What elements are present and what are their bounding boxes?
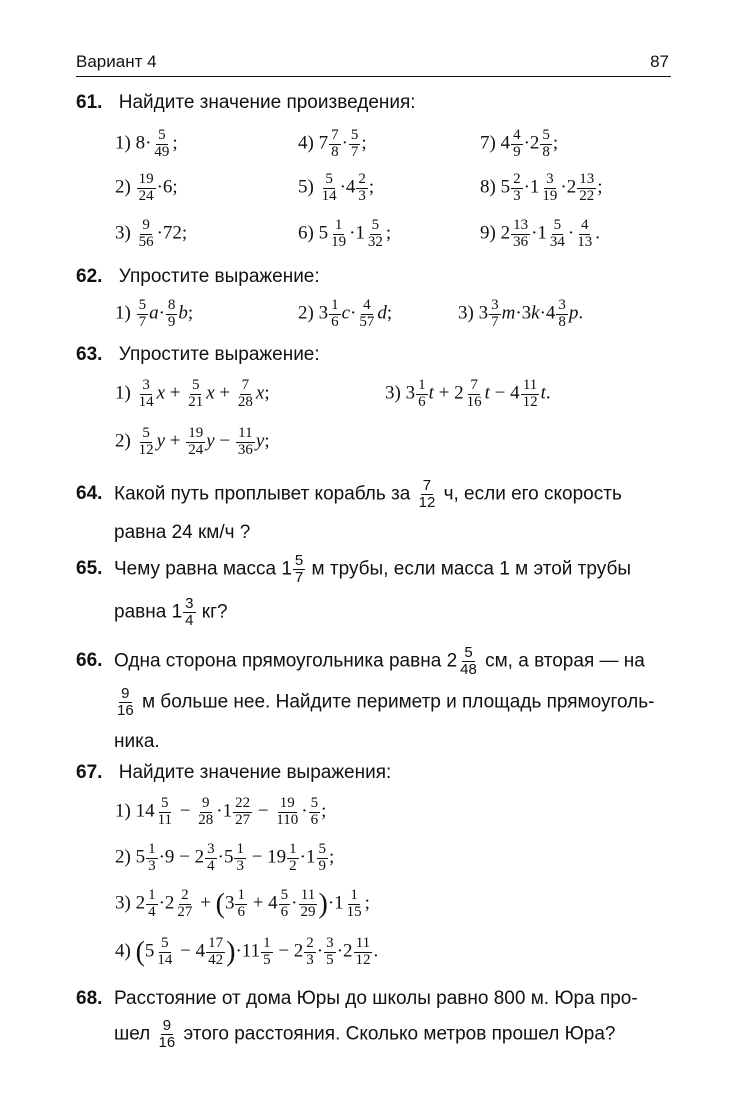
problem-65-line-2 bbox=[114, 596, 228, 629]
p61-item-5: 5) $\frac{5}{14}$ ·4 $\frac{2}{3}$ ; bbox=[298, 171, 375, 204]
fraction: $\frac{5}{48}$ bbox=[460, 644, 477, 678]
fraction: $\frac{7}{12}$ bbox=[418, 477, 436, 511]
mixed-whole: 1 bbox=[171, 601, 183, 623]
problem-68-line-1 bbox=[76, 988, 638, 1010]
p61-item-3: 3) $\frac{9}{56}$ ·72; bbox=[115, 217, 188, 250]
problem-text: см, а вторая — на bbox=[485, 650, 645, 672]
p61-item-4: 4) 7 $\frac{7}{8}$ · $\frac{5}{7}$ ; bbox=[298, 127, 367, 160]
p61-item-9: 9) 2 $\frac{13}{36}$ ·1 $\frac{5}{34}$ · $\frac{4}{13}$ . bbox=[480, 217, 600, 250]
p63-item-1: 1) $\frac{3}{14}$ x + $\frac{5}{21}$ x + $\frac{7}{28}$ x; bbox=[115, 377, 270, 410]
problem-prompt: Упростите выражение: bbox=[118, 266, 320, 287]
problem-text: м трубы, если масса 1 м этой трубы bbox=[311, 558, 631, 580]
p61-item-7: 7) 4 $\frac{4}{9}$ ·2 $\frac{5}{8}$ ; bbox=[480, 127, 559, 160]
p61-item-8: 8) 5 $\frac{2}{3}$ ·1 $\frac{3}{19}$ ·2 $\frac{13}{22}$ ; bbox=[480, 171, 603, 204]
problem-prompt: Найдите значение выражения: bbox=[118, 762, 392, 783]
problem-text: равна bbox=[114, 601, 167, 623]
p61-item-2: 2) $\frac{19}{24}$ ·6; bbox=[115, 171, 178, 204]
fraction: $\frac{3}{4}$ bbox=[185, 595, 194, 629]
problem-number: 68. bbox=[76, 988, 103, 1009]
problem-number: 67. bbox=[76, 762, 103, 783]
fraction: $\frac{9}{16}$ bbox=[158, 1017, 176, 1051]
fraction: $\frac{9}{16}$ bbox=[117, 685, 134, 719]
problem-63-heading bbox=[76, 344, 320, 366]
problem-66-line-3: ника. bbox=[114, 731, 160, 752]
problem-64-line-2: равна 24 км/ч ? bbox=[114, 522, 251, 543]
problem-text: м больше нее. Найдите периметр и площадь прямоуголь- bbox=[141, 691, 655, 713]
p61-item-6: 6) 5 $\frac{1}{19}$ ·1 $\frac{5}{32}$ ; bbox=[298, 217, 392, 250]
p67-item-4: 4) (5 $\frac{5}{14}$ − 4 $\frac{17}{42}$ )·11 $\frac{1}{5}$ − 2 $\frac{2}{3}$ · $\frac{3}{5}$ ·2 $\frac{11}{12}$ . bbox=[115, 935, 379, 968]
p62-item-2: 2) 3 $\frac{1}{6}$ c· $\frac{4}{57}$ d; bbox=[298, 297, 393, 330]
fraction: $\frac{5}{7}$ bbox=[294, 552, 304, 586]
mixed-whole: 1 bbox=[281, 558, 292, 580]
problem-66-line-1 bbox=[76, 645, 645, 678]
problem-text: шел bbox=[114, 1023, 151, 1045]
problem-number: 62. bbox=[76, 266, 103, 287]
problem-number: 64. bbox=[76, 483, 103, 505]
problem-prompt: Найдите значение произведения: bbox=[118, 92, 416, 113]
problem-text: Какой путь проплывет корабль за bbox=[114, 483, 411, 505]
problem-number: 65. bbox=[76, 558, 103, 580]
page-header bbox=[76, 52, 671, 77]
p62-item-3: 3) 3 $\frac{3}{7}$ m·3k·4 $\frac{3}{8}$ p. bbox=[458, 297, 584, 330]
p63-item-2: 2) $\frac{5}{12}$ y + $\frac{19}{24}$ y − $\frac{11}{36}$ y; bbox=[115, 425, 270, 458]
p61-item-1: 1) 8· $\frac{5}{49}$ ; bbox=[115, 127, 178, 160]
problem-66-line-2 bbox=[114, 686, 654, 719]
problem-prompt: Упростите выражение: bbox=[118, 344, 320, 365]
page-number: 87 bbox=[650, 52, 669, 71]
problem-number: 63. bbox=[76, 344, 103, 365]
problem-65-line-1 bbox=[76, 553, 631, 586]
problem-text: ч, если его скорость bbox=[443, 483, 622, 505]
p62-item-1: 1) $\frac{5}{7}$ a· $\frac{8}{9}$ b; bbox=[115, 297, 194, 330]
problem-62-heading bbox=[76, 266, 320, 288]
p63-item-3: 3) 3 $\frac{1}{6}$ t + 2 $\frac{7}{16}$ t − 4 $\frac{11}{12}$ t. bbox=[385, 377, 551, 410]
problem-67-heading bbox=[76, 762, 391, 784]
problem-68-line-2 bbox=[114, 1018, 615, 1051]
problem-text: Чему равна масса bbox=[114, 558, 277, 580]
p67-item-1: 1) 14 $\frac{5}{11}$ − $\frac{9}{28}$ ·1 $\frac{22}{27}$ − $\frac{19}{110}$ · $\frac{5}{6}$ ; bbox=[115, 795, 327, 828]
problem-64-line-1 bbox=[76, 478, 622, 511]
problem-number: 66. bbox=[76, 650, 103, 672]
p67-item-3: 3) 2 $\frac{1}{4}$ ·2 $\frac{2}{27}$ + (3 $\frac{1}{6}$ + 4 $\frac{5}{6}$ · $\frac{11}{29}$ )·1 $\frac{1}{15}$ ; bbox=[115, 887, 370, 920]
problem-number: 61. bbox=[76, 92, 103, 113]
problem-text: Одна сторона прямоугольника равна bbox=[114, 650, 442, 672]
variant-title: Вариант 4 bbox=[76, 52, 157, 71]
problem-text: Расстояние от дома Юры до школы равно 800 м. Юра про- bbox=[114, 988, 638, 1009]
mixed-whole: 2 bbox=[446, 650, 458, 672]
problem-61-heading bbox=[76, 92, 416, 114]
problem-text: кг? bbox=[201, 601, 228, 623]
problem-text: этого расстояния. Сколько метров прошел Юра? bbox=[183, 1023, 616, 1045]
p67-item-2: 2) 5 $\frac{1}{3}$ ·9 − 2 $\frac{3}{4}$ ·5 $\frac{1}{3}$ − 19 $\frac{1}{2}$ ·1 $\frac{5}{9}$ ; bbox=[115, 841, 335, 874]
